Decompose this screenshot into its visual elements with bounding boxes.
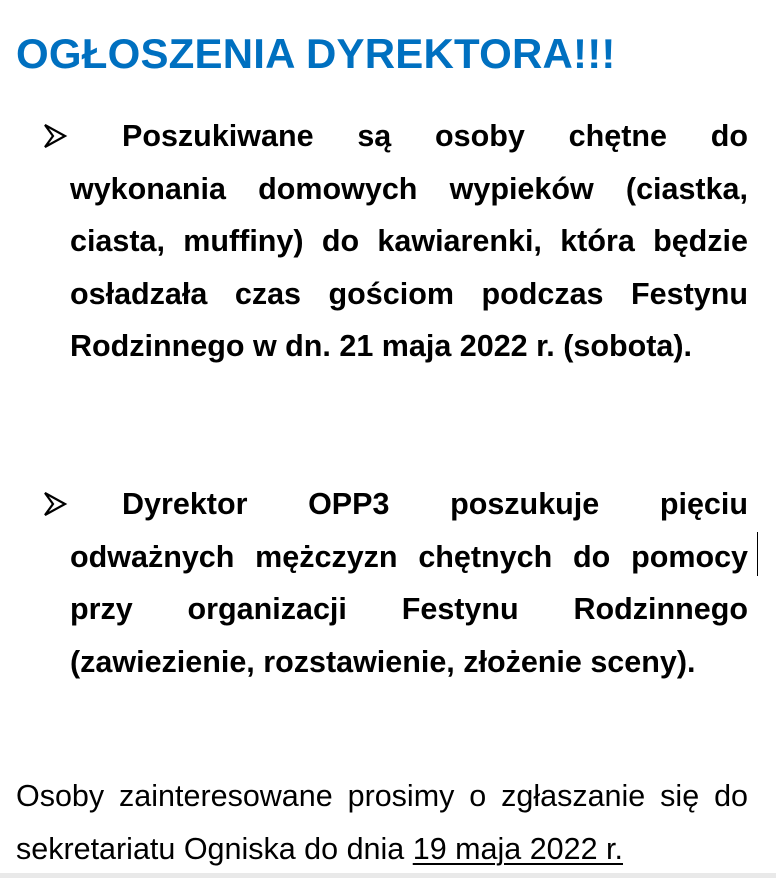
deadline-date: 19 maja 2022 r. [412,832,623,866]
announcement-text: Poszukiwane są osoby chętne do wykonania domowych wypieków (ciastka, ciasta, muffiny) do kawiarenki, która będzie osładzała czas gościom podczas Festynu Rodzinnego w dn. 21 maja 2022 r. (sobota). [70,119,748,363]
announcement-item-bakers [70,110,748,373]
arrow-bullet-icon [44,123,68,149]
page-title: OGŁOSZENIA DYREKTORA!!! [16,30,616,77]
arrow-bullet-icon [44,491,68,517]
text-cursor [757,532,758,576]
contact-note-text: Osoby zainteresowane prosimy o zgłaszanie się do sekretariatu Ogniska do dnia [16,779,748,866]
page-bottom-edge [0,873,776,878]
announcement-text: Dyrektor OPP3 poszukuje pięciu odważnych mężczyzn chętnych do pomocy przy organizacji Festynu Rodzinnego (zawiezienie, rozstawienie, złożenie sceny). [70,487,748,679]
contact-note [16,770,748,876]
announcement-item-helpers [70,478,748,688]
